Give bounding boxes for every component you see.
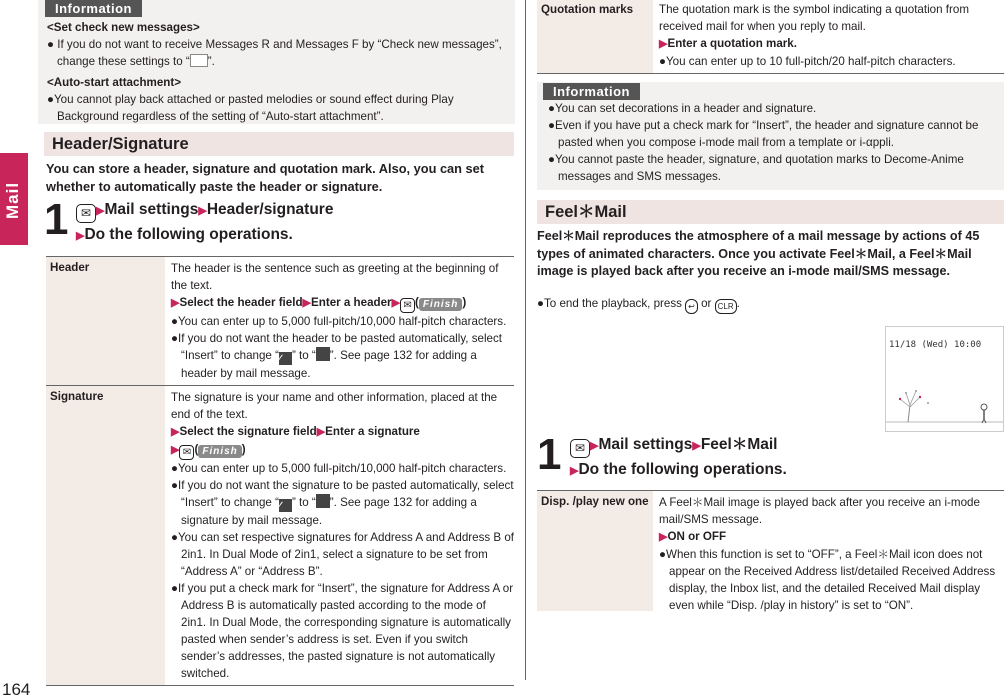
info-heading: <Auto-start attachment>	[47, 76, 181, 89]
info-badge: Information	[45, 0, 142, 17]
section-title-header-signature: Header/Signature	[44, 132, 514, 156]
checked-box-icon: ✓	[279, 352, 292, 365]
row-label-quotation: Quotation marks	[537, 0, 653, 73]
info-heading: <Set check new messages>	[47, 21, 200, 34]
row-desc-header: The header is the sentence such as greeting at the beginning of the text. ▶Select the header field▶Enter a header▶ ✉ ( Finish ) ●You can enter up to 5,000 full-pitch/10,000 half-pitch characters. ●If you do not want the header to be pasted automatically, select “Insert” to change “✓ ” to “ ”. See page 132 for adding a header by mail message.	[171, 262, 507, 380]
mail-key-icon: ✉	[76, 204, 96, 223]
quotation-table	[537, 0, 1004, 74]
mail-key-icon: ✉	[570, 439, 590, 458]
row-label-header: Header	[46, 257, 165, 385]
feel-mail-screen-image	[885, 326, 1004, 432]
screen-clock-text: 11/18 (Wed) 10:00	[889, 340, 982, 350]
info-badge: Information	[543, 83, 640, 100]
side-tab-mail: Mail	[0, 153, 28, 245]
unchecked-box-icon	[316, 494, 330, 508]
info-bullet: ●You can set decorations in a header and signature.	[548, 102, 817, 115]
clear-key-icon: CLR	[715, 299, 737, 314]
section-intro: Feel＊Mail reproduces the atmosphere of a mail message by actions of 45 types of animated characters. Once you activate Feel＊Mail, a Feel＊Mail image is played back after you receive an i-mode mail/SMS message.	[537, 229, 980, 279]
finish-softkey-icon: Finish	[198, 445, 241, 458]
step-number: 1	[537, 430, 562, 479]
row-desc-signature: The signature is your name and other information, placed at the end of the text. ▶Select the signature field▶Enter a signature ▶ ✉ ( Finish ) ●You can enter up to 5,000 full-pitch/10,000 half-pitch characters. ●If you do not want the signature to be pasted automatically, select “Insert” to change “✓ ” to “ ”. See page 132 for adding a signature by mail message. ●You can set respective signatures for Address A and Address B of 2in1. In Dual Mode of 2in1, select a signature to be set from “Address A” or “Address B”. ●If you put a check mark for “Insert”, the signature for Address A or Address B is automatically pasted according to the mode of 2in1. In Dual Mode, the corresponding signature is automatically pasted when sender’s address is set. Even if you switch sender’s addresses, the pasted signature is not automatically switched.	[171, 391, 515, 680]
table-row	[537, 491, 1004, 617]
info-bullet: ● If you do not want to receive Messages R and Messages F by “Check new messages”, change these settings to “ ”.	[47, 38, 502, 68]
row-desc-quotation: The quotation mark is the symbol indicating a quotation from received mail for when you reply to mail. ▶Enter a quotation mark. ●You can enter up to 10 full-pitch/20 half-pitch characters.	[659, 3, 969, 68]
table-row	[46, 257, 514, 386]
row-desc-disp-play: A Feel＊Mail image is played back after you receive an i-mode mail/SMS message. ▶ON or OFF ●When this function is set to “OFF”, a Feel＊Mail icon does not appear on the Received Address list/detailed Received Address display, the Inbox list, and the detailed Received Mail display even while “Disp. /play in history” is set to “ON”.	[659, 496, 996, 612]
section-intro: You can store a header, signature and quotation mark. Also, you can set whether to automatically paste the header or signature.	[46, 161, 485, 194]
mail-key-icon: ✉	[179, 445, 194, 460]
page-number: 164	[2, 680, 31, 699]
left-info-box	[38, 0, 515, 124]
feel-mail-table	[537, 490, 1004, 617]
unchecked-box-icon	[316, 347, 330, 361]
header-signature-table	[46, 256, 514, 686]
row-label-disp-play: Disp. /play new one	[537, 491, 653, 611]
step-instruction: ✉ ▶Mail settings▶Header/signature ▶Do the following operations.	[76, 201, 334, 243]
playback-note: ●To end the playback, press ↩ or CLR .	[537, 295, 740, 314]
step-number: 1	[44, 195, 69, 244]
table-row	[537, 0, 1004, 74]
checked-box-icon: ✓	[279, 499, 292, 512]
table-row	[46, 386, 514, 686]
info-bullet: ●You cannot play back attached or pasted melodies or sound effect during Play Background regardless of the setting of “Auto-start attachment”.	[47, 93, 454, 123]
section-title-feel-mail: Feel＊Mail	[537, 200, 1004, 224]
right-info-box	[537, 82, 1004, 190]
row-label-signature: Signature	[46, 386, 165, 685]
column-divider	[525, 0, 526, 680]
step-instruction: ✉ ▶Mail settings▶Feel＊Mail ▶Do the following operations.	[570, 436, 787, 478]
info-bullet: ●Even if you have put a check mark for “Insert”, the header and signature cannot be pasted when you compose i-mode mail from a template or i-αppli.	[548, 119, 979, 149]
mail-key-icon: ✉	[400, 298, 415, 313]
finish-softkey-icon: Finish	[419, 298, 462, 311]
info-bullet: ●You cannot paste the header, signature, and quotation marks to Decome-Anime messages and SMS messages.	[548, 153, 964, 183]
animated-character-illustration	[886, 327, 1003, 431]
back-key-icon: ↩	[685, 299, 698, 314]
blank-box-icon	[190, 54, 208, 67]
